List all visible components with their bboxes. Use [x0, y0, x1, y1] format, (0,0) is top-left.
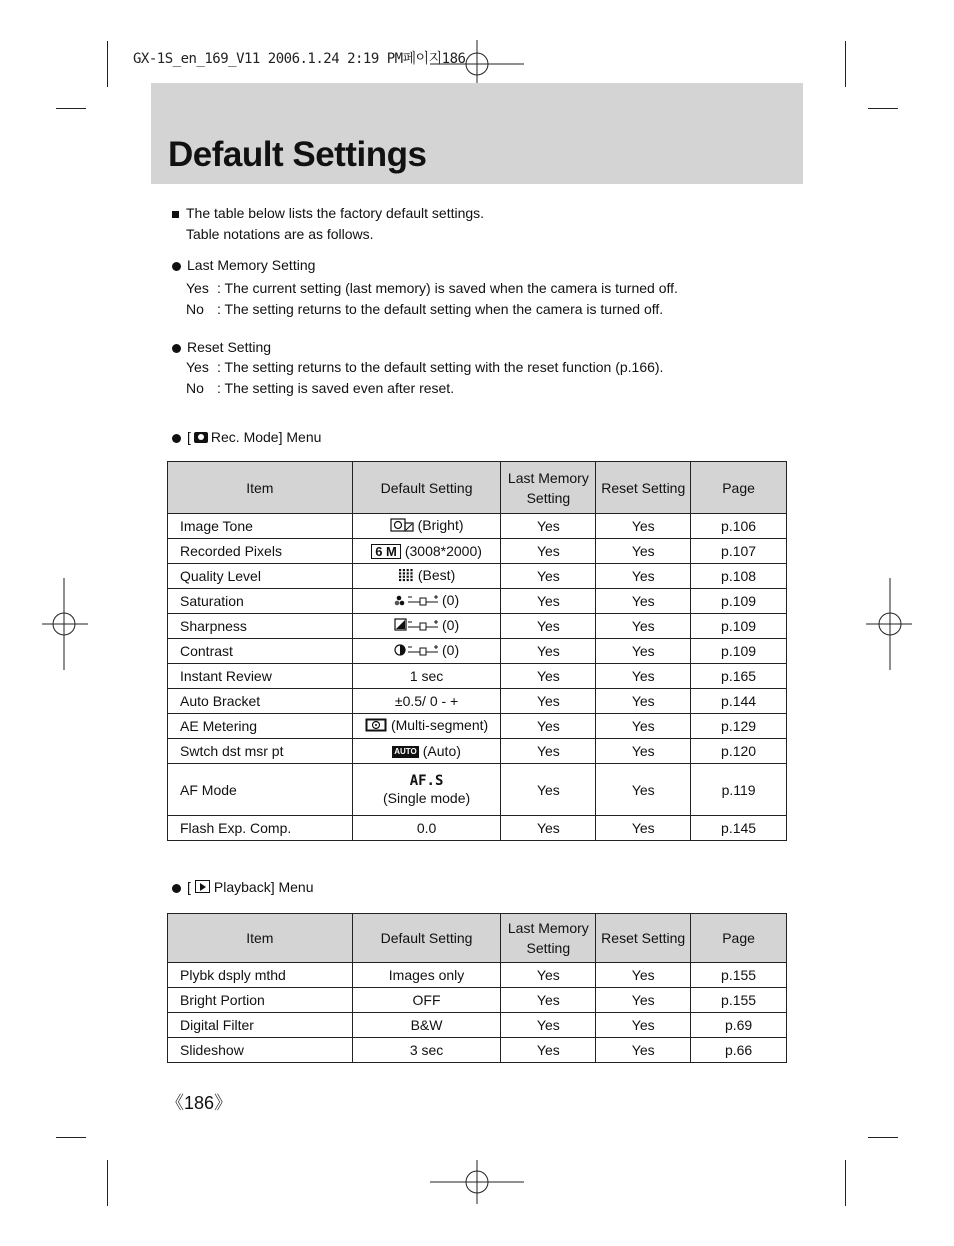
crop-mark — [845, 41, 846, 87]
reset-setting-cell: Yes — [596, 816, 691, 841]
default-setting-cell — [352, 816, 501, 841]
page-ref-cell: p.109 — [691, 614, 787, 639]
reset-heading-text: Reset Setting — [187, 339, 272, 355]
page-ref-cell: p.144 — [691, 689, 787, 714]
table-row — [168, 816, 787, 841]
contrast-slider-icon — [394, 643, 438, 660]
page-ref-cell: p.69 — [691, 1013, 787, 1038]
rec-menu-heading — [172, 429, 321, 445]
no-text: : The setting returns to the default setting when the camera is turned off. — [217, 301, 664, 317]
item-cell: Sharpness — [168, 614, 353, 639]
yes-key: Yes — [186, 280, 209, 296]
table-row — [168, 614, 787, 639]
col-header-default: Default Setting — [352, 914, 501, 963]
default-setting-text: Images only — [388, 967, 465, 983]
default-setting-text: (0) — [442, 642, 460, 659]
reset-setting-cell: Yes — [596, 514, 691, 539]
reset-setting-cell: Yes — [596, 714, 691, 739]
reset-setting-cell: Yes — [596, 664, 691, 689]
default-setting-cell — [352, 539, 501, 564]
playback-menu-label: Playback] Menu — [213, 879, 314, 895]
default-setting-cell — [352, 664, 501, 689]
default-setting-text: 1 sec — [409, 668, 444, 684]
reset-setting-cell: Yes — [596, 539, 691, 564]
last-memory-cell: Yes — [501, 1038, 596, 1063]
bullet-icon — [172, 262, 181, 271]
col-header-page: Page — [691, 914, 787, 963]
item-cell: Saturation — [168, 589, 353, 614]
col-header-last-memory-line1: Last Memory — [507, 920, 589, 936]
table-row — [168, 664, 787, 689]
item-cell: Contrast — [168, 639, 353, 664]
last-memory-cell: Yes — [501, 689, 596, 714]
last-memory-cell: Yes — [501, 614, 596, 639]
last-memory-cell: Yes — [501, 1013, 596, 1038]
camera-icon — [194, 432, 208, 443]
bullet-icon — [172, 884, 181, 893]
page-number: 《186》 — [166, 1093, 233, 1113]
playback-menu-heading — [172, 879, 314, 895]
bullet-icon — [172, 344, 181, 353]
no-text: : The setting is saved even after reset. — [217, 380, 455, 396]
default-setting-text: (Auto) — [422, 743, 461, 759]
default-setting-cell — [352, 988, 501, 1013]
default-setting-text: (Best) — [417, 567, 456, 584]
crop-mark — [56, 108, 86, 109]
table-row — [168, 564, 787, 589]
reset-heading — [172, 339, 271, 355]
table-row — [168, 1013, 787, 1038]
bullet-icon — [172, 434, 181, 443]
reset-setting-cell: Yes — [596, 639, 691, 664]
intro-line-1 — [172, 205, 484, 221]
auto-icon: AUTO — [394, 747, 417, 757]
last-memory-cell: Yes — [501, 639, 596, 664]
item-cell: Slideshow — [168, 1038, 353, 1063]
page-ref-cell: p.107 — [691, 539, 787, 564]
table-row — [168, 714, 787, 739]
table-row — [168, 764, 787, 816]
saturation-slider-icon — [394, 593, 438, 610]
default-setting-text: (Multi-segment) — [390, 717, 489, 734]
page-ref-cell: p.155 — [691, 963, 787, 988]
default-setting-cell — [352, 614, 501, 639]
col-header-last-memory — [501, 914, 596, 963]
registration-mark-right — [866, 578, 912, 670]
crop-mark — [107, 1160, 108, 1206]
col-header-reset: Reset Setting — [596, 914, 691, 963]
crop-mark — [107, 41, 108, 87]
last-memory-cell: Yes — [501, 514, 596, 539]
registration-mark-left — [42, 578, 88, 670]
col-header-last-memory-line2: Setting — [526, 489, 571, 506]
page-ref-cell: p.108 — [691, 564, 787, 589]
rec-menu-label: Rec. Mode] Menu — [210, 429, 322, 445]
last-memory-cell: Yes — [501, 664, 596, 689]
playback-table — [167, 913, 787, 1063]
last-memory-cell: Yes — [501, 816, 596, 841]
table-row — [168, 739, 787, 764]
table-row — [168, 988, 787, 1013]
default-setting-cell — [352, 689, 501, 714]
default-setting-cell — [352, 963, 501, 988]
no-key: No — [186, 301, 204, 317]
page-ref-cell: p.66 — [691, 1038, 787, 1063]
reset-setting-cell: Yes — [596, 764, 691, 816]
default-setting-cell — [352, 564, 501, 589]
col-header-last-memory-line2: Setting — [526, 940, 571, 956]
yes-text: : The current setting (last memory) is saved when the camera is turned off. — [217, 280, 678, 296]
last-memory-cell: Yes — [501, 764, 596, 816]
page-ref-cell: p.165 — [691, 664, 787, 689]
reset-setting-cell: Yes — [596, 988, 691, 1013]
last-memory-cell: Yes — [501, 714, 596, 739]
last-memory-cell: Yes — [501, 963, 596, 988]
page-ref-cell: p.109 — [691, 589, 787, 614]
default-setting-text: 0.0 — [416, 820, 437, 836]
reset-yes — [186, 359, 663, 375]
no-key: No — [186, 380, 204, 396]
crop-mark — [868, 108, 898, 109]
last-memory-yes — [186, 280, 678, 296]
default-setting-cell — [352, 1013, 501, 1038]
default-setting-text: OFF — [412, 992, 441, 1008]
default-setting-cell — [352, 1038, 501, 1063]
default-setting-text: 3 sec — [409, 1042, 444, 1058]
rec-mode-table — [167, 461, 787, 841]
sharpness-slider-icon — [394, 618, 438, 635]
default-setting-text: B&W — [410, 1017, 443, 1033]
default-setting-text: (0) — [442, 592, 460, 609]
reset-setting-cell: Yes — [596, 963, 691, 988]
last-memory-cell: Yes — [501, 539, 596, 564]
table-row — [168, 689, 787, 714]
reset-no — [186, 380, 454, 396]
print-info-line: GX-1S_en_169_V11 2006.1.24 2:19 PM페이지186 — [133, 51, 466, 67]
6m-pixels-icon: 6 M — [371, 544, 401, 559]
crop-mark — [845, 1160, 846, 1206]
yes-key: Yes — [186, 359, 209, 375]
multi-segment-metering-icon — [365, 718, 387, 735]
default-setting-cell — [352, 764, 501, 816]
square-bullet-icon — [172, 211, 179, 218]
default-setting-text: ±0.5/ 0 - + — [394, 693, 459, 709]
page-ref-cell: p.155 — [691, 988, 787, 1013]
page-ref-cell: p.120 — [691, 739, 787, 764]
page-ref-cell: p.119 — [691, 764, 787, 816]
last-memory-cell: Yes — [501, 564, 596, 589]
image-tone-bright-icon — [390, 517, 414, 536]
item-cell: Quality Level — [168, 564, 353, 589]
reset-setting-cell: Yes — [596, 564, 691, 589]
item-cell: Instant Review — [168, 664, 353, 689]
page-title: Default Settings — [168, 135, 427, 174]
item-cell: Flash Exp. Comp. — [168, 816, 353, 841]
bracket-open: [ — [187, 879, 191, 895]
item-cell: Bright Portion — [168, 988, 353, 1013]
table-row — [168, 589, 787, 614]
table-row — [168, 514, 787, 539]
bracket-open: [ — [187, 429, 191, 445]
intro-line-2: Table notations are as follows. — [186, 226, 374, 242]
crop-mark — [56, 1137, 86, 1138]
page-ref-cell: p.106 — [691, 514, 787, 539]
table-row — [168, 1038, 787, 1063]
page-ref-cell: p.109 — [691, 639, 787, 664]
last-memory-cell: Yes — [501, 988, 596, 1013]
item-cell: Auto Bracket — [168, 689, 353, 714]
reset-setting-cell: Yes — [596, 739, 691, 764]
col-header-reset: Reset Setting — [596, 462, 691, 514]
item-cell: AF Mode — [168, 764, 353, 816]
playback-icon — [195, 880, 210, 893]
item-cell: Digital Filter — [168, 1013, 353, 1038]
table-row — [168, 539, 787, 564]
af-s-icon: AF.S — [409, 773, 444, 789]
col-header-last-memory-line1: Last Memory — [507, 469, 589, 486]
default-setting-cell — [352, 514, 501, 539]
intro-text-1: The table below lists the factory default settings. — [186, 205, 485, 221]
quality-best-icon — [398, 568, 414, 585]
item-cell: Image Tone — [168, 514, 353, 539]
page-ref-cell: p.145 — [691, 816, 787, 841]
last-memory-no — [186, 301, 663, 317]
reset-setting-cell: Yes — [596, 1038, 691, 1063]
default-setting-text: (Bright) — [417, 516, 464, 533]
reset-setting-cell: Yes — [596, 689, 691, 714]
item-cell: Swtch dst msr pt — [168, 739, 353, 764]
default-setting-cell — [352, 739, 501, 764]
reset-setting-cell: Yes — [596, 1013, 691, 1038]
default-setting-cell — [352, 639, 501, 664]
table-header-row — [168, 462, 787, 514]
table-row — [168, 639, 787, 664]
last-memory-cell: Yes — [501, 739, 596, 764]
last-memory-cell: Yes — [501, 589, 596, 614]
default-setting-text: (0) — [442, 617, 460, 634]
table-row — [168, 963, 787, 988]
default-setting-cell — [352, 714, 501, 739]
reset-setting-cell: Yes — [596, 589, 691, 614]
item-cell: Recorded Pixels — [168, 539, 353, 564]
col-header-item: Item — [168, 462, 353, 514]
default-setting-cell — [352, 589, 501, 614]
last-memory-heading-text: Last Memory Setting — [187, 257, 316, 273]
col-header-default: Default Setting — [352, 462, 501, 514]
reset-setting-cell: Yes — [596, 614, 691, 639]
col-header-last-memory — [501, 462, 596, 514]
default-setting-text: (Single mode) — [382, 790, 471, 806]
page-ref-cell: p.129 — [691, 714, 787, 739]
registration-mark-bottom — [430, 1160, 524, 1204]
default-setting-text: (3008*2000) — [404, 542, 482, 559]
col-header-item: Item — [168, 914, 353, 963]
item-cell: AE Metering — [168, 714, 353, 739]
item-cell: Plybk dsply mthd — [168, 963, 353, 988]
crop-mark — [868, 1137, 898, 1138]
last-memory-heading — [172, 257, 315, 273]
table-header-row — [168, 914, 787, 963]
col-header-page: Page — [691, 462, 787, 514]
yes-text: : The setting returns to the default setting with the reset function (p.166). — [217, 359, 664, 375]
